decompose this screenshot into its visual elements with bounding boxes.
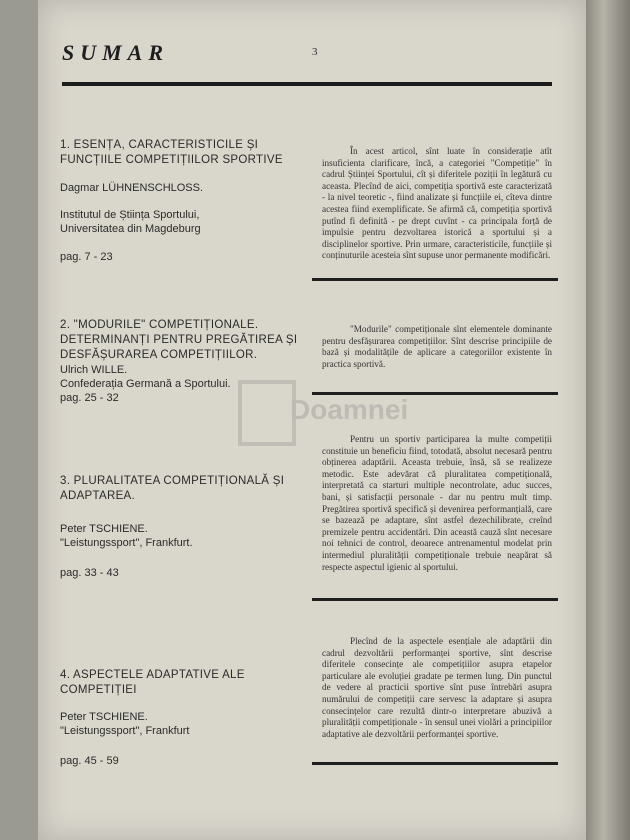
entry-author: Peter TSCHIENE.: [60, 523, 148, 535]
title-rule: [62, 82, 552, 86]
entry-title-line: ADAPTAREA.: [60, 490, 135, 502]
entry-institution-line: Universitatea din Magdeburg: [60, 223, 201, 235]
entry-pages: pag. 33 - 43: [60, 567, 119, 579]
entry-title-line: 2. "MODURILE" COMPETIȚIONALE.: [60, 319, 259, 331]
entry-title-line: DETERMINANȚI PENTRU PREGĂTIREA ȘI: [60, 334, 298, 346]
section-rule: [312, 278, 558, 281]
entry-pages: pag. 7 - 23: [60, 251, 113, 263]
entry-pages: pag. 45 - 59: [60, 755, 119, 767]
entry-abstract: "Modurile" competiționale sînt elementele dominante pentru desfășurarea competițiilor. Sînt descrise principiile de bază și modalitățile de aplicare a categoriilor existente în practica sportivă.: [322, 324, 552, 369]
entry-institution-line: "Leistungssport", Frankfurt: [60, 725, 190, 737]
entry-author: Dagmar LÜHNENSCHLOSS.: [60, 182, 204, 194]
toc-entry-4: [60, 668, 310, 768]
entry-pages: pag. 25 - 32: [60, 392, 119, 404]
entry-abstract: Pentru un sportiv participarea la multe competiții constituie un beneficiu fiind, totodată, absolut necesară pentru obținerea adaptării. Aceasta trebuie, însă, să se realizeze metodic. Este adevărat că pluralitatea competițională, interpretată ca starturi multiple necontrolate, aduc succes, bani, și satisfacții personale - dar nu pentru mult timp. Pregătirea sportivă specifică și devenirea performanțială, care se bazează pe adaptare, sînt astfel dezechilibrate, creînd premizele pentru accidentări. Din această cauză sînt necesare noi tehnici de control, deoarece antrenamentul modelat prin intermediul pluralității competiționale trebuie neapărat să respecte aspectul igienic al sportului.: [322, 434, 552, 572]
toc-entry-3: [60, 474, 310, 580]
entry-title-line: 1. ESENȚA, CARACTERISTICILE ȘI: [60, 139, 259, 151]
entry-title-line: 3. PLURALITATEA COMPETIȚIONALĂ ȘI: [60, 475, 285, 487]
entry-title-line: COMPETIȚIEI: [60, 684, 137, 696]
entry-abstract: Plecînd de la aspectele esențiale ale adaptării din cadrul dezvoltării performanței sportive, sînt descrise diferitele consecințe ale competițiilor asupra etapelor particulare ale evoluției gradate pe termen lung. Din punctul de vedere al practicii sportive sînt puse întrebări asupra numărului de competiții care servesc la adaptare și asupra consecințelor care rezultă dintr-o interpretare abuzivă a pluralității competiționale - în sensul unei violări a principiilor adaptative ale dezvoltării performanței sportive.: [322, 636, 552, 739]
entry-abstract: În acest articol, sînt luate în considerație atît insuficienta clarificare, încă, a categoriei "Competiție" în cadrul Științei Sportului, cît și diferitele poziții în legătură cu aceasta. Plecînd de aici, competiția sportivă este caracterizată - la nivel teoretic -, fiind analizate și funcțiile ei, cîteva dintre acestea fiind exemplificate. Se afirmă că, competiția sportivă putînd fi definită - pe drept cuvînt - ca principala forță de impulsie pentru dezvoltarea istorică a sportului și a disciplinelor sportive. Prin urmare, caracteristicile, funcțiile și conținuturile acesteia sînt supuse unor permanente modificări.: [322, 146, 552, 261]
entry-author: Peter TSCHIENE.: [60, 711, 148, 723]
entry-title-line: FUNCȚIILE COMPETIȚIILOR SPORTIVE: [60, 154, 283, 166]
entry-title-line: DESFĂȘURAREA COMPETIȚIILOR.: [60, 349, 258, 361]
entry-institution-line: Institutul de Știința Sportului,: [60, 209, 200, 221]
section-rule: [312, 598, 558, 601]
toc-entry-1: [60, 138, 310, 264]
entry-institution-line: "Leistungssport", Frankfurt.: [60, 537, 193, 549]
page-title: SUMAR: [62, 40, 170, 65]
entry-institution-line: Confederația Germană a Sportului.: [60, 378, 231, 390]
entry-author: Ulrich WILLE.: [60, 364, 128, 376]
page-edge: [586, 0, 630, 840]
toc-entry-2: [60, 318, 310, 405]
entry-title-line: 4. ASPECTELE ADAPTATIVE ALE: [60, 669, 245, 681]
section-rule: [312, 392, 558, 395]
page-number: 3: [312, 46, 318, 58]
section-rule: [312, 762, 558, 765]
